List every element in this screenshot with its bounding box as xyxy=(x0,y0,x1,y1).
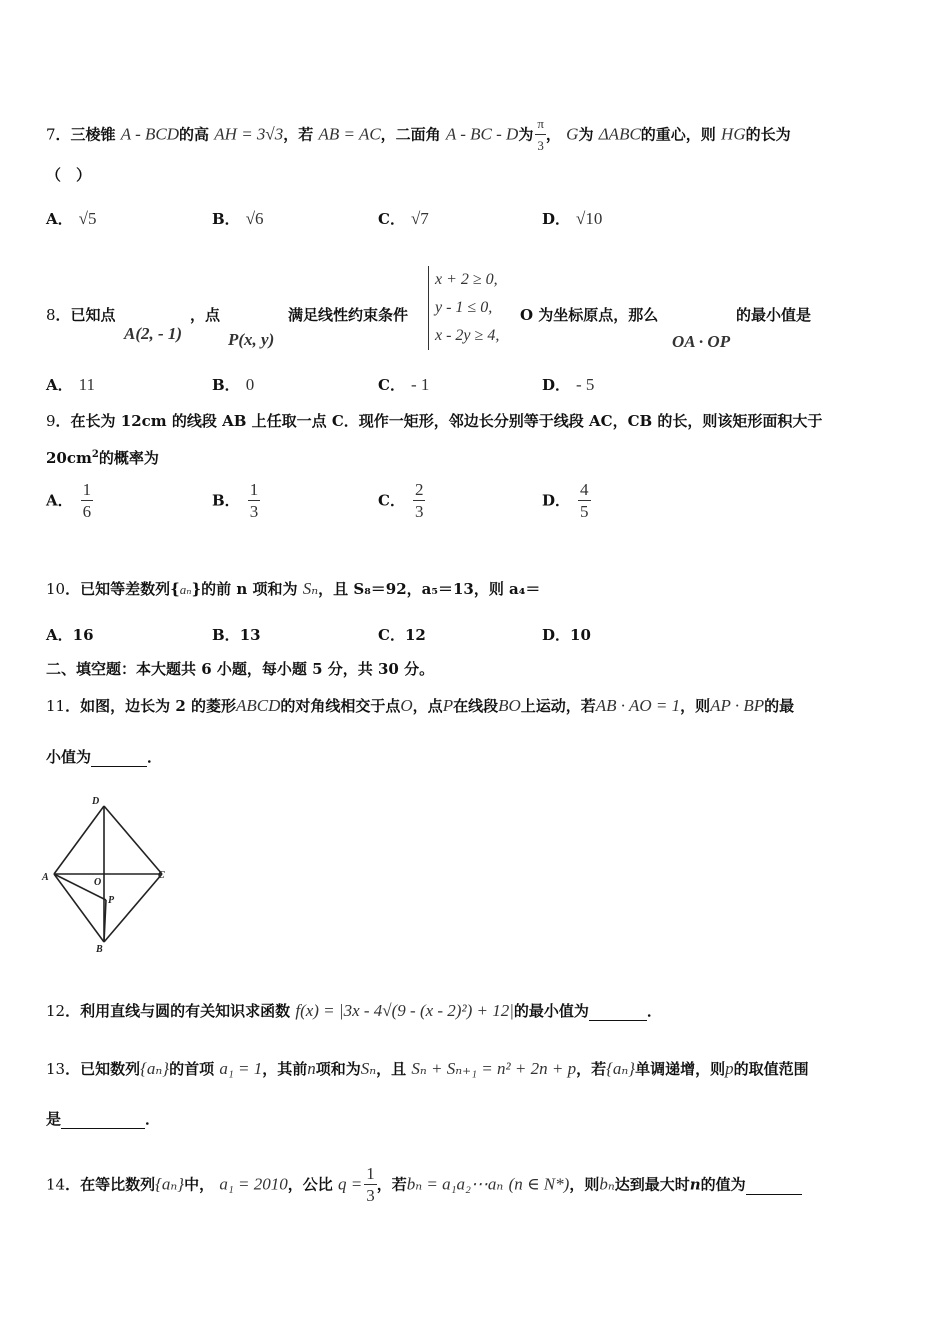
q9-stem: 9．在长为 12cm 的线段 AB 上任取一点 C．现作一矩形，邻边长分别等于线段 AC，CB 的长，则该矩形面积大于 xyxy=(46,412,823,430)
q8-point-a: A(2, - 1) xyxy=(124,324,183,343)
q7-option-a[interactable]: A． √5 xyxy=(46,209,97,228)
q11-answer-blank[interactable] xyxy=(91,748,147,767)
q13-stem-2: 是 ． xyxy=(46,1110,161,1128)
q8-option-b[interactable]: B． 0 xyxy=(212,375,255,394)
q8-option-a[interactable]: A． 11 xyxy=(46,375,96,394)
q11-stem-2: 小值为 ． xyxy=(46,748,163,766)
q10-option-c[interactable]: C．12 xyxy=(378,626,426,644)
q10-option-b[interactable]: B．13 xyxy=(212,626,261,644)
q7-option-d[interactable]: D． √10 xyxy=(542,209,603,228)
label-a: A xyxy=(42,872,49,883)
q7-stem: 7．三棱锥 A - BCD的高 AH = 3√3，若 AB = AC，二面角 A - BC - D为 $\frac{\pi}{3}$ ， G为 ΔABC的重心，则 HG的长为 xyxy=(46,114,791,157)
q8-stem: 8．已知点 xyxy=(46,306,116,324)
q13-answer-blank[interactable] xyxy=(61,1110,145,1129)
q7-number: 7 xyxy=(46,125,56,144)
q14-stem: 14．在等比数列{aₙ}中， a₁ = 2010，公比 q = $\frac{1}{3}$ ，若bₙ = a₁a₂⋯aₙ (n ∈ N*)，则bₙ达到最大时n的值为 xyxy=(46,1164,802,1207)
q10-option-d[interactable]: D．10 xyxy=(542,626,591,644)
q9-option-c[interactable]: C． $\frac{2}{3}$ xyxy=(378,480,424,521)
q11-stem: 11．如图，边长为 2 的菱形ABCD的对角线相交于点O，点P在线段BO上运动，若AB · AO = 1，则AP · BP的最 xyxy=(46,696,795,715)
label-o: O xyxy=(94,877,102,888)
section-heading: 二、填空题：本大题共 6 小题，每小题 5 分，共 30 分。 xyxy=(46,660,435,678)
q8-constraint-system: x + 2 ≥ 0, y - 1 ≤ 0, x - 2y ≥ 4, xyxy=(428,266,499,350)
label-c: C xyxy=(158,870,165,881)
q12-stem: 12．利用直线与圆的有关知识求函数 f(x) = |3x - 4√(9 - (x - 2)²) + 12|的最小值为 ． xyxy=(46,1001,662,1020)
q8-dot-product: OA · OP xyxy=(672,332,731,351)
q13-stem: 13．已知数列{aₙ}的首项 a₁ = 1，其前n项和为Sₙ，且 Sₙ + Sₙ₊₁ = n² + 2n + p，若{aₙ}单调递增，则p的取值范围 xyxy=(46,1059,809,1078)
q8-text-point: ，点 xyxy=(190,306,221,324)
q9-option-b[interactable]: B． $\frac{1}{3}$ xyxy=(212,480,259,521)
q9-stem-2: $20cm^2$的概率为 xyxy=(46,449,159,467)
pi-over-3: $\frac{\pi}{3}$ xyxy=(537,116,544,153)
q10-option-a[interactable]: A．16 xyxy=(46,626,94,644)
q7-option-c[interactable]: C． √7 xyxy=(378,209,429,228)
q8-point-p: P(x, y) xyxy=(228,330,275,349)
q10-stem: 10．已知等差数列{aₙ}的前 n 项和为 Sₙ，且 S₈＝92，a₅＝13，则 a₄＝ xyxy=(46,579,541,598)
q8-text-origin: O 为坐标原点，那么 xyxy=(520,306,659,324)
q8-text-constraint: 满足线性约束条件 xyxy=(288,306,409,324)
q9-option-d[interactable]: D． $\frac{4}{5}$ xyxy=(542,480,589,521)
q7-paren: （ ） xyxy=(46,166,92,184)
q9-option-a[interactable]: A． $\frac{1}{6}$ xyxy=(46,480,92,521)
q12-answer-blank[interactable] xyxy=(589,1002,647,1021)
q8-option-d[interactable]: D． - 5 xyxy=(542,375,595,394)
q8-text-min: 的最小值是 xyxy=(736,306,812,324)
label-p: P xyxy=(108,895,115,906)
label-b: B xyxy=(96,944,103,955)
q14-answer-blank[interactable] xyxy=(746,1176,802,1195)
q7-option-b[interactable]: B． √6 xyxy=(212,209,264,228)
q8-option-c[interactable]: C． - 1 xyxy=(378,375,430,394)
label-d: D xyxy=(92,796,100,807)
rhombus-figure xyxy=(40,790,180,960)
